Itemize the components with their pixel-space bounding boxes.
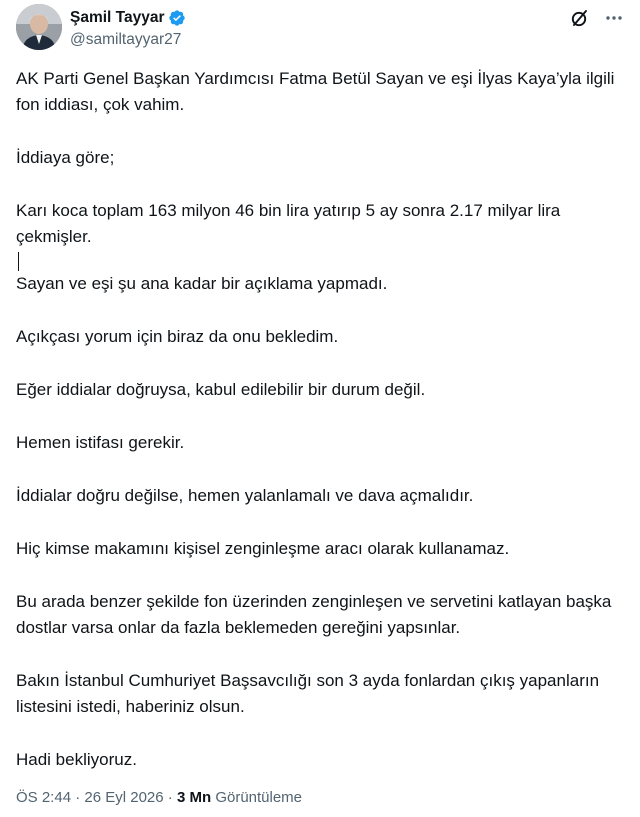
tweet-paragraph: Bu arada benzer şekilde fon üzerinden zenginleşen ve servetini katlayan başka dostlar varsa onlar da fazla beklemeden gereğini yapsınlar. xyxy=(16,592,617,637)
views-label: Görüntüleme xyxy=(215,789,303,806)
tweet-text xyxy=(16,66,624,773)
meta-separator: · xyxy=(167,789,173,806)
views-count: 3 Mn xyxy=(176,789,212,806)
author-info xyxy=(70,8,186,50)
tweet-header xyxy=(16,4,624,50)
header-actions xyxy=(570,8,624,28)
author-handle[interactable]: @samiltayyar27 xyxy=(70,31,182,48)
slashed-circle-icon[interactable] xyxy=(570,8,590,28)
tweet-paragraph: Sayan ve eşi şu ana kadar bir açıklama yapmadı. xyxy=(16,274,388,293)
tweet-paragraph: İddialar doğru değilse, hemen yalanlamalı ve dava açmalıdır. xyxy=(16,486,474,505)
tweet-paragraph: Açıkçası yorum için biraz da onu bekledim. xyxy=(16,327,339,346)
avatar[interactable] xyxy=(16,4,62,50)
meta-separator: · xyxy=(75,789,81,806)
tweet-paragraph: Hiç kimse makamını kişisel zenginleşme aracı olarak kullanamaz. xyxy=(16,539,510,558)
avatar-image xyxy=(16,4,62,50)
tweet-paragraph: Hadi bekliyoruz. xyxy=(16,750,137,769)
tweet-time[interactable]: ÖS 2:44 xyxy=(16,789,72,806)
tweet-paragraph: AK Parti Genel Başkan Yardımcısı Fatma Betül Sayan ve eşi İlyas Kaya’yla ilgili fon iddiası, çok vahim. xyxy=(16,69,620,114)
text-cursor xyxy=(18,252,19,271)
tweet-paragraph: Eğer iddialar doğruysa, kabul edilebilir bir durum değil. xyxy=(16,380,426,399)
more-horizontal-icon[interactable] xyxy=(604,8,624,28)
tweet-date[interactable]: 26 Eyl 2026 xyxy=(84,789,164,806)
author-display-name[interactable]: Şamil Tayyar xyxy=(70,9,165,26)
tweet-paragraph: Hemen istifası gerekir. xyxy=(16,433,185,452)
tweet-meta xyxy=(16,788,302,808)
tweet-paragraph: Bakın İstanbul Cumhuriyet Başsavcılığı son 3 ayda fonlardan çıkış yapanların listesini istedi, haberiniz olsun. xyxy=(16,671,604,716)
verified-badge-icon[interactable] xyxy=(168,9,186,27)
tweet-paragraph: İddiaya göre; xyxy=(16,148,115,167)
tweet-paragraph: Karı koca toplam 163 milyon 46 bin lira yatırıp 5 ay sonra 2.17 milyar lira çekmişler. xyxy=(16,201,565,246)
